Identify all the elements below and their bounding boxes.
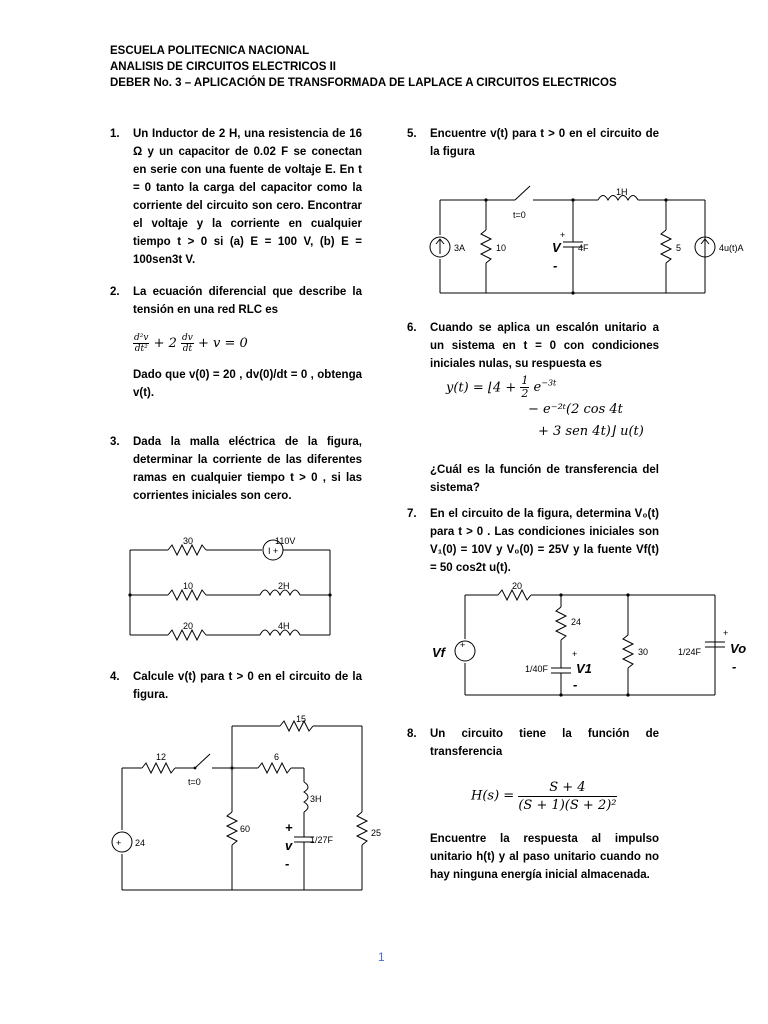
problem-2-text: La ecuación diferencial que describe la tensión en una red RLC es xyxy=(133,286,362,316)
problem-6-text: Cuando se aplica un escalón unitario a un sistema en t = 0 con condiciones iniciales nulas, su respuesta es xyxy=(430,322,659,370)
fig7-v1-plus: + xyxy=(572,649,578,659)
problem-5-text: Encuentre v(t) para t > 0 en el circuito de la figura xyxy=(430,128,659,158)
fig3-vsource: 110V xyxy=(275,536,296,546)
header-school: ESCUELA POLITECNICA NACIONAL xyxy=(110,45,310,57)
fig7-c1: 1/40F xyxy=(525,664,549,674)
fig4-l: 3H xyxy=(310,794,322,804)
problem-2: 2. La ecuación diferencial que describe la tensión en una red RLC es $\frac{\text{d²v}}{\text{dt²}}$ + 2 $\frac{dv}{dt}$ + v = 0 Dado que v(0) = 20 , dv(0)/dt = 0 , obtenga v(t). xyxy=(110,283,362,402)
fig5-i1: 3A xyxy=(454,243,466,253)
problem-5: 5. Encuentre v(t) para t > 0 en el circuito de la figura xyxy=(407,125,659,161)
fig5-c: 4F xyxy=(578,243,589,253)
fig7-vo-minus: - xyxy=(732,659,737,674)
fig4-v-plus: + xyxy=(285,820,293,835)
fig3-r1: 30 xyxy=(183,536,194,546)
fig7-vf: Vf xyxy=(432,645,445,660)
header-assignment: DEBER No. 3 – APLICACIÓN DE TRANSFORMADA DE LAPLACE A CIRCUITOS ELECTRICOS xyxy=(110,77,617,89)
circuit-figure-4 xyxy=(110,712,382,894)
fig3-l2: 2H xyxy=(278,581,290,591)
fig3-r2: 10 xyxy=(183,581,194,591)
fig7-r3: 30 xyxy=(638,647,649,657)
circuit-figure-3 xyxy=(128,535,333,655)
fig3-l3: 4H xyxy=(278,621,290,631)
problem-2-text2: Dado que v(0) = 20 , dv(0)/dt = 0 , obtenga v(t). xyxy=(133,369,362,399)
fig4-vsource: 24 xyxy=(135,838,146,848)
fig4-r2: 15 xyxy=(296,714,307,724)
fig5-v-label: V xyxy=(552,240,561,255)
fig7-vo: Vo xyxy=(730,641,747,656)
header-course: ANALISIS DE CIRCUITOS ELECTRICOS II xyxy=(110,61,336,73)
problem-6: 6. Cuando se aplica un escalón unitario a un sistema en t = 0 con condiciones iniciales nulas, su respuesta es y(t) = ⌊4 + $\frac{1}{2}$ $e^{-3t}$ − e⁻²ᵗ(2 cos 4t + 3 sen 4t)⌋ u(t) ¿Cuál es la función de transferencia del sistema? xyxy=(407,319,659,497)
fig3-r3: 20 xyxy=(183,621,194,631)
document-header xyxy=(110,43,617,91)
fig4-r5: 25 xyxy=(371,828,382,838)
problem-3: 3. Dada la malla eléctrica de la figura, determinar la corriente de las diferentes ramas en cualquier tiempo t > 0 , si las corrientes iniciales son cero. xyxy=(110,433,362,505)
fig5-r2: 5 xyxy=(676,243,682,253)
problem-4-text: Calcule v(t) para t > 0 en el circuito de la figura. xyxy=(133,671,362,701)
fig7-r1: 20 xyxy=(512,581,523,591)
fig7-c2: 1/24F xyxy=(678,647,702,657)
page-number: 1 xyxy=(378,950,385,964)
fig4-r4: 60 xyxy=(240,824,251,834)
problem-8: 8. Un circuito tiene la función de transferencia H(s) = $\frac{S + 4}{\text{(S + 1)(S + 2)²}}$ Encuentre la respuesta al impulso unitario h(t) y al paso unitario cuando no hay ninguna energía inicial almacenada. xyxy=(407,725,659,884)
problem-6-text2: ¿Cuál es la función de transferencia del sistema? xyxy=(430,464,659,494)
fig7-source-sign: + xyxy=(460,640,466,650)
fig5-switch-label: t=0 xyxy=(513,210,526,220)
fig5-i2: 4u(t)A xyxy=(719,243,744,253)
problem-1-text: Un Inductor de 2 H, una resistencia de 16 Ω y un capacitor de 0.02 F se conectan en serie con una fuente de voltaje E. En t = 0 tanto la carga del capacitor como la corriente del circuito son cero. Encontrar el voltaje y la corriente en cualquier tiempo t > 0 si (a) E = 100 V, (b) E = 100sen3t V. xyxy=(133,128,362,266)
fig4-r1: 12 xyxy=(156,752,167,762)
fig7-v1-minus: - xyxy=(573,677,578,692)
problem-7: 7. En el circuito de la figura, determina V₀(t) para t > 0 . Las condiciones iniciales son V₁(0) = 10V y V₀(0) = 25V y la fuente Vf(t) = 50 cos2t u(t). xyxy=(407,505,659,577)
fig4-r3: 6 xyxy=(274,752,280,762)
problem-4: 4. Calcule v(t) para t > 0 en el circuito de la figura. xyxy=(110,668,362,704)
fig7-r2: 24 xyxy=(571,617,582,627)
problem-8-text2: Encuentre la respuesta al impulso unitario h(t) y al paso unitario cuando no hay ninguna energía inicial almacenada. xyxy=(430,833,659,881)
circuit-figure-7 xyxy=(430,581,750,700)
fig3-source-sign: I + xyxy=(268,546,279,556)
fig4-v-label: v xyxy=(285,838,293,853)
fig4-source-sign: + xyxy=(116,838,122,848)
problem-3-text: Dada la malla eléctrica de la figura, determinar la corriente de las diferentes ramas en cualquier tiempo t > 0 , si las corrientes iniciales son cero. xyxy=(133,436,362,502)
fig7-v1: V1 xyxy=(576,661,592,676)
problem-7-text: En el circuito de la figura, determina V₀(t) para t > 0 . Las condiciones iniciales son V₁(0) = 10V y V₀(0) = 25V y la fuente Vf(t) = 50 cos2t u(t). xyxy=(430,508,659,574)
fig4-switch-label: t=0 xyxy=(188,777,201,787)
fig4-v-minus: - xyxy=(285,856,290,871)
problem-2-equation: $\frac{\text{d²v}}{\text{dt²}}$ + 2 $\frac{dv}{dt}$ + v = 0 xyxy=(134,333,248,354)
fig5-v-minus: - xyxy=(553,258,558,273)
problem-1: 1. Un Inductor de 2 H, una resistencia de 16 Ω y un capacitor de 0.02 F se conectan en serie con una fuente de voltaje E. En t = 0 tanto la carga del capacitor como la corriente del circuito son cero. Encontrar el voltaje y la corriente en cualquier tiempo t > 0 si (a) E = 100 V, (b) E = 100sen3t V. xyxy=(110,125,362,269)
problem-6-equation: y(t) = ⌊4 + $\frac{1}{2}$ $e^{-3t}$ − e⁻²ᵗ(2 cos 4t + 3 sen 4t)⌋ u(t) xyxy=(446,374,644,439)
fig7-vo-plus: + xyxy=(723,628,729,638)
fig4-c: 1/27F xyxy=(310,835,334,845)
problem-8-equation: H(s) = $\frac{S + 4}{\text{(S + 1)(S + 2)²}}$ xyxy=(471,780,617,813)
problem-8-text: Un circuito tiene la función de transferencia xyxy=(430,728,659,758)
circuit-figure-5 xyxy=(430,180,750,298)
fig5-l: 1H xyxy=(616,187,628,197)
fig5-r1: 10 xyxy=(496,243,507,253)
fig5-v-plus: + xyxy=(560,230,566,240)
